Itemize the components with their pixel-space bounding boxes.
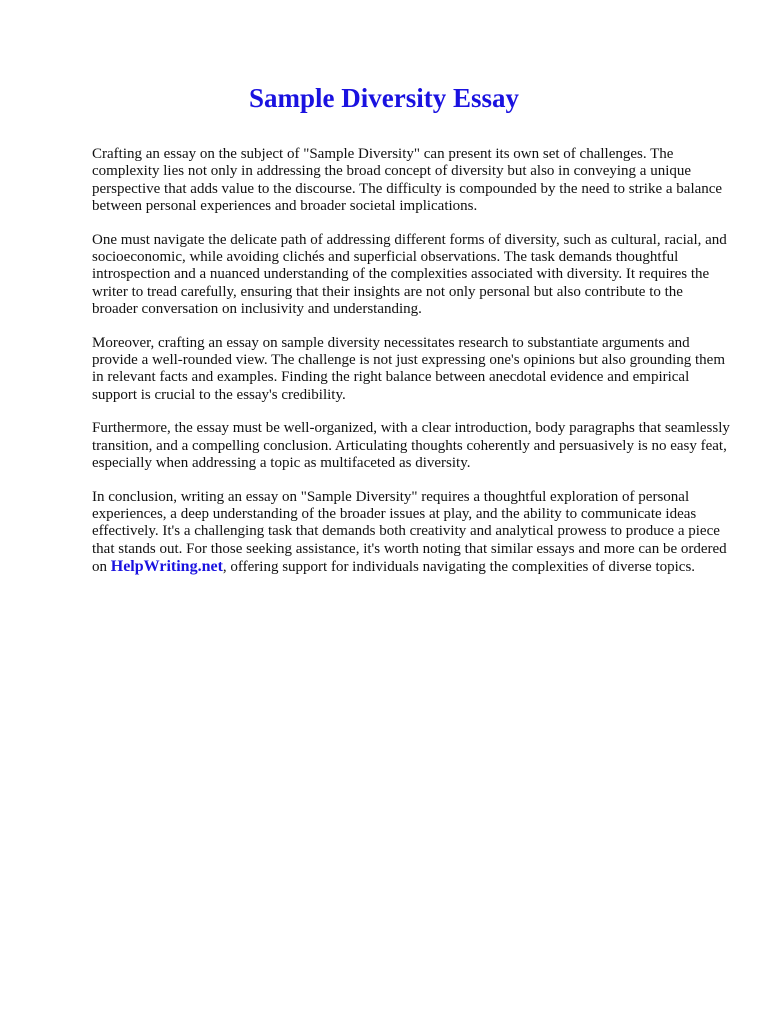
conclusion-paragraph [92,489,732,577]
paragraph-4: Furthermore, the essay must be well-organized, with a clear introduction, body paragraphs that seamlessly transition, and a compelling conclusion. Articulating thoughts coherently and persuasively is no easy feat, especially when addressing a topic as multifaceted as diversity. [92,420,730,472]
paragraph-2: One must navigate the delicate path of addressing different forms of diversity, such as cultural, racial, and socioeconomic, while avoiding clichés and superficial observations. The task demands thoughtful introspection and a nuanced understanding of the complexities associated with diversity. It requires the writer to tread carefully, ensuring that their insights are not only personal but also contribute to the broader conversation on inclusivity and understanding. [92,231,727,318]
essay-body [92,146,732,593]
conclusion-text-before-link: In conclusion, writing an essay on "Sample Diversity" requires a thoughtful exploration of personal experiences, a deep understanding of the broader issues at play, and the ability to communicate ideas effectively. It's a challenging task that demands both creativity and analytical prowess to produce a piece that stands out. For those seeking assistance, it's worth noting that similar essays and more can be ordered on [92,488,727,576]
paragraph-1: Crafting an essay on the subject of "Sample Diversity" can present its own set of challenges. The complexity lies not only in addressing the broad concept of diversity but also in conveying a unique perspective that adds value to the discourse. The difficulty is compounded by the need to strike a balance between personal experiences and broader societal implications. [92,146,723,215]
helpwriting-link[interactable]: HelpWriting.net [110,558,223,576]
paragraph-3: Moreover, crafting an essay on sample diversity necessitates research to substantiate arguments and provide a well-rounded view. The challenge is not just expressing one's opinions but also grounding them in relevant facts and examples. Finding the right balance between anecdotal evidence and empirical support is crucial to the essay's credibility. [92,334,726,403]
page-title: Sample Diversity Essay [249,83,519,113]
conclusion-text-after-link: , offering support for individuals navigating the complexities of diverse topics. [222,559,696,576]
